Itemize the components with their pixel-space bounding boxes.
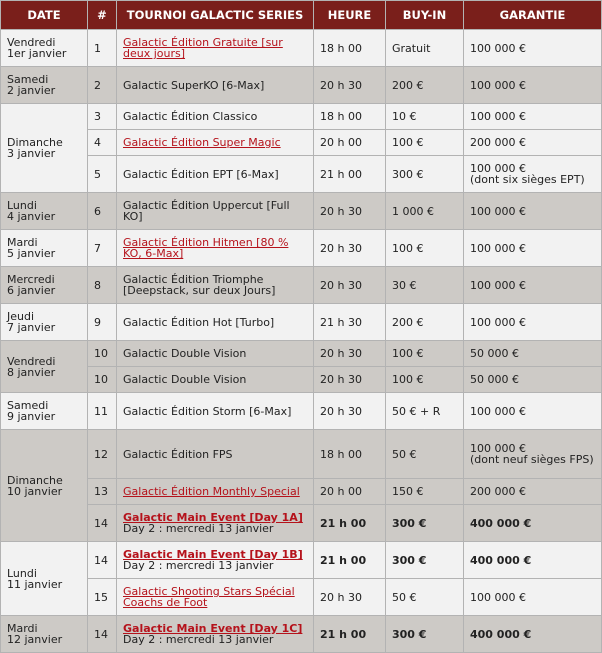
table-row xyxy=(1,367,602,393)
start-time: 20 h 00 xyxy=(314,479,386,505)
guarantee-cell xyxy=(464,30,602,67)
start-time: 21 h 00 xyxy=(314,156,386,193)
buy-in: 100 € xyxy=(386,367,464,393)
tournament-name: Galactic Double Vision xyxy=(123,347,247,360)
buy-in: 30 € xyxy=(386,267,464,304)
date-weekday: Lundi xyxy=(7,199,37,212)
tournament-number: 10 xyxy=(88,367,117,393)
tournament-name: Galactic Édition Classico xyxy=(123,110,258,123)
tournament-name-cell xyxy=(117,67,314,104)
table-row xyxy=(1,542,602,579)
date-day: 3 janvier xyxy=(7,147,56,160)
buy-in: 150 € xyxy=(386,479,464,505)
start-time: 20 h 30 xyxy=(314,579,386,616)
date-cell xyxy=(1,230,88,267)
header-tournament: TOURNOI GALACTIC SERIES xyxy=(117,1,314,30)
tournament-link[interactable]: Galactic Shooting Stars Spécial Coachs de Foot xyxy=(123,585,295,609)
guarantee-amount: 400 000 € xyxy=(470,516,532,530)
table-row xyxy=(1,156,602,193)
date-day: 10 janvier xyxy=(7,484,63,498)
tournament-number: 5 xyxy=(88,156,117,193)
table-row xyxy=(1,130,602,156)
tournament-number: 14 xyxy=(88,505,117,542)
start-time: 20 h 30 xyxy=(314,393,386,430)
buy-in: Gratuit xyxy=(386,30,464,67)
guarantee-amount: 100 000 € xyxy=(470,41,526,55)
date-cell xyxy=(1,341,88,393)
tournament-name: Galactic Édition Storm [6-Max] xyxy=(123,404,292,418)
table-row xyxy=(1,479,602,505)
guarantee-cell xyxy=(464,393,602,430)
buy-in: 300 € xyxy=(386,542,464,579)
date-day: 7 janvier xyxy=(7,321,56,334)
tournament-link[interactable]: Galactic Main Event [Day 1B] xyxy=(123,548,303,561)
table-row xyxy=(1,304,602,341)
tournament-number: 14 xyxy=(88,616,117,653)
start-time: 20 h 30 xyxy=(314,267,386,304)
tournament-number: 13 xyxy=(88,479,117,505)
tournament-name: Galactic SuperKO [6-Max] xyxy=(123,78,265,92)
start-time: 18 h 00 xyxy=(314,430,386,479)
day2-note: Day 2 : mercredi 13 janvier xyxy=(123,559,274,572)
guarantee-cell xyxy=(464,479,602,505)
tournament-name-cell xyxy=(117,616,314,653)
tournament-number: 10 xyxy=(88,341,117,367)
buy-in: 50 € + R xyxy=(386,393,464,430)
header-row xyxy=(1,1,602,30)
buy-in: 50 € xyxy=(386,430,464,479)
guarantee-cell xyxy=(464,367,602,393)
date-weekday: Samedi xyxy=(7,399,49,412)
tournament-name-cell xyxy=(117,367,314,393)
tournament-link[interactable]: Galactic Édition Hitmen [80 % KO, 6-Max] xyxy=(123,236,289,260)
date-cell xyxy=(1,393,88,430)
tournament-name-cell xyxy=(117,130,314,156)
guarantee-amount: 200 000 € xyxy=(470,136,526,149)
header-number: # xyxy=(88,1,117,30)
table-row xyxy=(1,579,602,616)
table-row xyxy=(1,30,602,67)
guarantee-amount: 200 000 € xyxy=(470,485,526,498)
start-time: 21 h 30 xyxy=(314,304,386,341)
guarantee-amount: 400 000 € xyxy=(470,627,532,641)
tournament-name: Galactic Édition FPS xyxy=(123,447,233,461)
tournament-link[interactable]: Galactic Édition Monthly Special xyxy=(123,485,300,498)
guarantee-amount: 100 000 € xyxy=(470,241,526,255)
table-row xyxy=(1,430,602,479)
date-cell xyxy=(1,542,88,616)
date-weekday: Jeudi xyxy=(7,310,35,323)
table-row xyxy=(1,341,602,367)
date-weekday: Dimanche xyxy=(7,473,63,487)
buy-in: 100 € xyxy=(386,230,464,267)
day2-note: Day 2 : mercredi 13 janvier xyxy=(123,633,274,646)
buy-in: 300 € xyxy=(386,505,464,542)
date-day: 6 janvier xyxy=(7,284,56,297)
guarantee-cell xyxy=(464,304,602,341)
header-time: HEURE xyxy=(314,1,386,30)
table-row xyxy=(1,505,602,542)
start-time: 20 h 30 xyxy=(314,193,386,230)
date-day: 11 janvier xyxy=(7,577,63,591)
tournament-name: Galactic Édition EPT [6-Max] xyxy=(123,167,279,181)
header-guarantee: GARANTIE xyxy=(464,1,602,30)
tournament-link[interactable]: Galactic Édition Gratuite [sur deux jours] xyxy=(123,36,283,60)
date-weekday: Mardi xyxy=(7,236,38,249)
start-time: 21 h 00 xyxy=(314,616,386,653)
table-row xyxy=(1,267,602,304)
date-cell xyxy=(1,30,88,67)
guarantee-cell xyxy=(464,156,602,193)
buy-in: 300 € xyxy=(386,156,464,193)
table-row xyxy=(1,104,602,130)
start-time: 21 h 00 xyxy=(314,542,386,579)
tournament-name-cell xyxy=(117,393,314,430)
guarantee-amount: 50 000 € xyxy=(470,347,519,360)
tournament-name-cell xyxy=(117,542,314,579)
tournament-number: 7 xyxy=(88,230,117,267)
guarantee-amount: 100 000 € xyxy=(470,162,526,175)
start-time: 20 h 30 xyxy=(314,230,386,267)
tournament-number: 8 xyxy=(88,267,117,304)
date-weekday: Samedi xyxy=(7,73,49,86)
day2-note: Day 2 : mercredi 13 janvier xyxy=(123,522,274,535)
date-weekday: Mardi xyxy=(7,622,38,635)
start-time: 18 h 00 xyxy=(314,30,386,67)
guarantee-amount: 400 000 € xyxy=(470,553,532,567)
guarantee-cell xyxy=(464,616,602,653)
guarantee-cell xyxy=(464,341,602,367)
tournament-name: Galactic Édition Hot [Turbo] xyxy=(123,315,275,329)
guarantee-cell xyxy=(464,542,602,579)
date-day: 9 janvier xyxy=(7,410,56,423)
header-date: DATE xyxy=(1,1,88,30)
tournament-name: Galactic Double Vision xyxy=(123,373,247,386)
table-row xyxy=(1,67,602,104)
guarantee-cell xyxy=(464,104,602,130)
tournament-number: 1 xyxy=(88,30,117,67)
date-cell xyxy=(1,267,88,304)
guarantee-cell xyxy=(464,230,602,267)
tournament-name-cell xyxy=(117,341,314,367)
guarantee-cell xyxy=(464,67,602,104)
header-buyin: BUY-IN xyxy=(386,1,464,30)
table-row xyxy=(1,393,602,430)
tournament-number: 2 xyxy=(88,67,117,104)
guarantee-note: (dont neuf sièges FPS) xyxy=(470,453,594,466)
date-weekday: Vendredi xyxy=(7,354,56,368)
tournament-number: 14 xyxy=(88,542,117,579)
tournament-number: 6 xyxy=(88,193,117,230)
schedule-body xyxy=(1,30,602,653)
start-time: 20 h 00 xyxy=(314,130,386,156)
guarantee-cell xyxy=(464,430,602,479)
date-cell xyxy=(1,104,88,193)
guarantee-note: (dont six sièges EPT) xyxy=(470,173,585,186)
guarantee-cell xyxy=(464,579,602,616)
guarantee-amount: 50 000 € xyxy=(470,373,519,386)
tournament-name-cell xyxy=(117,104,314,130)
tournament-name-cell xyxy=(117,430,314,479)
date-cell xyxy=(1,67,88,104)
guarantee-amount: 100 000 € xyxy=(470,315,526,329)
buy-in: 10 € xyxy=(386,104,464,130)
date-cell xyxy=(1,616,88,653)
start-time: 18 h 00 xyxy=(314,104,386,130)
tournament-name-cell xyxy=(117,479,314,505)
tournament-name-cell xyxy=(117,505,314,542)
tournament-number: 3 xyxy=(88,104,117,130)
tournament-link[interactable]: Galactic Main Event [Day 1C] xyxy=(123,622,303,635)
start-time: 20 h 30 xyxy=(314,67,386,104)
date-weekday: Dimanche xyxy=(7,136,63,149)
tournament-link[interactable]: Galactic Édition Super Magic xyxy=(123,136,281,149)
tournament-name-cell xyxy=(117,304,314,341)
guarantee-amount: 100 000 € xyxy=(470,78,526,92)
buy-in: 1 000 € xyxy=(386,193,464,230)
buy-in: 200 € xyxy=(386,304,464,341)
tournament-number: 15 xyxy=(88,579,117,616)
guarantee-cell xyxy=(464,505,602,542)
start-time: 20 h 30 xyxy=(314,341,386,367)
tournament-name: Galactic Édition Uppercut [Full KO] xyxy=(123,199,290,223)
date-day: 12 janvier xyxy=(7,633,63,646)
tournament-number: 11 xyxy=(88,393,117,430)
date-day: 2 janvier xyxy=(7,84,56,97)
tournament-number: 9 xyxy=(88,304,117,341)
guarantee-cell xyxy=(464,130,602,156)
tournament-number: 12 xyxy=(88,430,117,479)
buy-in: 100 € xyxy=(386,130,464,156)
tournament-name: Galactic Édition Triomphe [Deepstack, sur deux Jours] xyxy=(123,273,276,297)
guarantee-amount: 100 000 € xyxy=(470,404,526,418)
guarantee-cell xyxy=(464,267,602,304)
tournament-name-cell xyxy=(117,267,314,304)
table-row xyxy=(1,230,602,267)
tournament-name-cell xyxy=(117,579,314,616)
guarantee-amount: 100 000 € xyxy=(470,204,526,218)
date-weekday: Mercredi xyxy=(7,273,55,286)
date-cell xyxy=(1,430,88,542)
date-day: 4 janvier xyxy=(7,210,56,223)
date-weekday: Lundi xyxy=(7,566,37,580)
start-time: 20 h 30 xyxy=(314,367,386,393)
tournament-name-cell xyxy=(117,193,314,230)
date-day: 1er janvier xyxy=(7,47,67,60)
guarantee-amount: 100 000 € xyxy=(470,278,526,292)
date-day: 5 janvier xyxy=(7,247,56,260)
buy-in: 200 € xyxy=(386,67,464,104)
tournament-link[interactable]: Galactic Main Event [Day 1A] xyxy=(123,511,303,524)
table-row xyxy=(1,193,602,230)
tournament-name-cell xyxy=(117,156,314,193)
buy-in: 50 € xyxy=(386,579,464,616)
date-weekday: Vendredi xyxy=(7,36,56,49)
buy-in: 300 € xyxy=(386,616,464,653)
tournament-name-cell xyxy=(117,30,314,67)
date-cell xyxy=(1,193,88,230)
buy-in: 100 € xyxy=(386,341,464,367)
start-time: 21 h 00 xyxy=(314,505,386,542)
guarantee-amount: 100 000 € xyxy=(470,590,526,604)
guarantee-cell xyxy=(464,193,602,230)
table-row xyxy=(1,616,602,653)
guarantee-amount: 100 000 € xyxy=(470,442,526,455)
date-cell xyxy=(1,304,88,341)
tournament-number: 4 xyxy=(88,130,117,156)
guarantee-amount: 100 000 € xyxy=(470,110,526,123)
tournament-name-cell xyxy=(117,230,314,267)
date-day: 8 janvier xyxy=(7,365,56,379)
